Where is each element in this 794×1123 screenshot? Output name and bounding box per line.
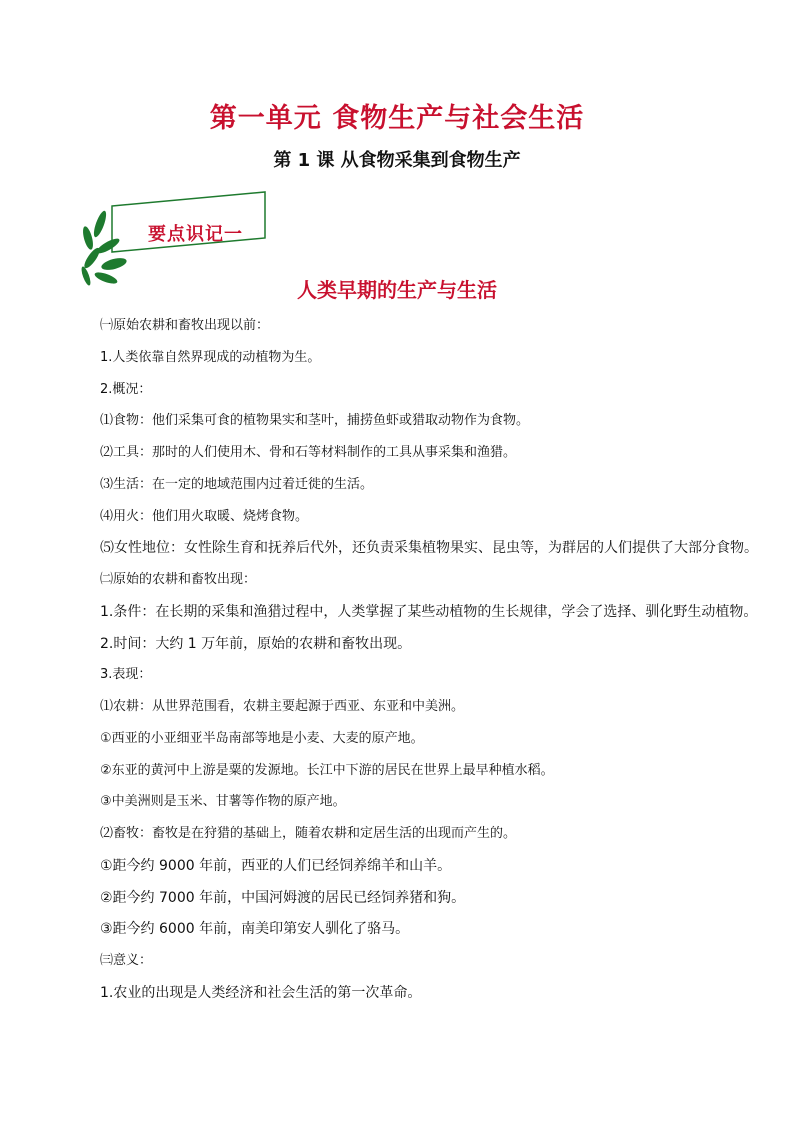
note-line: ⑶生活：在一定的地域范围内过着迁徙的生活。 bbox=[100, 476, 374, 492]
note-line: ②距今约 7000 年前，中国河姆渡的居民已经饲养猪和狗。 bbox=[100, 889, 466, 906]
note-line: ⑴农耕：从世界范围看，农耕主要起源于西亚、东亚和中美洲。 bbox=[100, 699, 465, 714]
note-line: ⑵工具：那时的人们使用木、骨和石等材料制作的工具从事采集和渔猎。 bbox=[100, 445, 517, 460]
note-line: ㈢意义： bbox=[100, 953, 153, 968]
key-points-label: 要点识记一 bbox=[148, 224, 243, 245]
note-line: 2.概况： bbox=[100, 381, 152, 397]
lesson-title: 第 1 课 从食物采集到食物生产 bbox=[273, 150, 521, 171]
note-line: ①距今约 9000 年前，西亚的人们已经饲养绵羊和山羊。 bbox=[100, 857, 452, 874]
note-line: ①西亚的小亚细亚半岛南部等地是小麦、大麦的原产地。 bbox=[100, 730, 424, 746]
note-line: 1.农业的出现是人类经济和社会生活的第一次革命。 bbox=[100, 984, 422, 1001]
note-line: ⑴食物：他们采集可食的植物果实和茎叶，捕捞鱼虾或猎取动物作为食物。 bbox=[100, 413, 530, 429]
note-line: 1.人类依靠自然界现成的动植物为生。 bbox=[100, 349, 321, 365]
section-title: 人类早期的生产与生活 bbox=[297, 278, 497, 302]
note-line: 1.条件：在长期的采集和渔猎过程中，人类掌握了某些动植物的生长规律，学会了选择、驯化野生动植物。 bbox=[100, 603, 758, 620]
note-line: ⑸女性地位：女性除生育和抚养后代外，还负责采集植物果实、昆虫等，为群居的人们提供了大部分食物。 bbox=[100, 540, 758, 557]
note-line: ㈡原始的农耕和畜牧出现： bbox=[100, 572, 257, 587]
note-line: ⑷用火：他们用火取暖、烧烤食物。 bbox=[100, 508, 309, 524]
note-line: 3.表现： bbox=[100, 667, 152, 683]
note-line: ③距今约 6000 年前，南美印第安人驯化了骆马。 bbox=[100, 921, 410, 938]
note-line: ②东亚的黄河中上游是粟的发源地。长江中下游的居民在世界上最早种植水稻。 bbox=[100, 762, 554, 778]
unit-title: 第一单元 食物生产与社会生活 bbox=[209, 103, 585, 134]
note-line: ⑵畜牧：畜牧是在狩猎的基础上，随着农耕和定居生活的出现而产生的。 bbox=[100, 826, 517, 841]
note-line: 2.时间：大约 1 万年前，原始的农耕和畜牧出现。 bbox=[100, 635, 412, 652]
note-line: ③中美洲则是玉米、甘薯等作物的原产地。 bbox=[100, 794, 346, 810]
note-line: ㈠原始农耕和畜牧出现以前： bbox=[100, 318, 270, 333]
notes-body bbox=[100, 316, 758, 1015]
